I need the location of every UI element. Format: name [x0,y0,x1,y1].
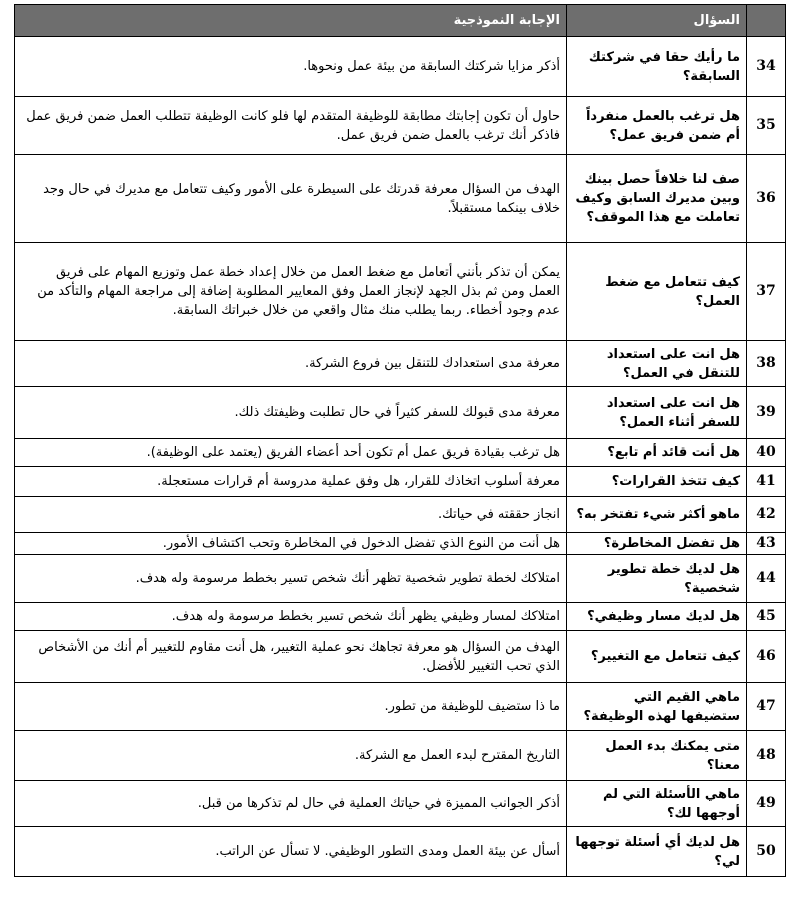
question-cell: ماهي الأسئلة التي لم أوجهها لك؟ [567,781,747,827]
question-cell: متى يمكنك بدء العمل معنا؟ [567,731,747,781]
table-row [15,439,786,467]
table-row [15,631,786,683]
question-number: 35 [747,97,786,155]
answer-cell: امتلاكك لمسار وظيفي يظهر أنك شخص تسير بخطط مرسومة وله هدف. [15,603,567,631]
table-row [15,533,786,555]
question-cell: هل لديك مسار وظيفي؟ [567,603,747,631]
table-row [15,97,786,155]
table-row [15,243,786,341]
table-row [15,497,786,533]
question-number: 36 [747,155,786,243]
table-row [15,155,786,243]
answer-cell: حاول أن تكون إجابتك مطابقة للوظيفة المتقدم لها فلو كانت الوظيفة تتطلب العمل ضمن فريق عمل فاذكر أنك ترغب بالعمل ضمن فريق عمل. [15,97,567,155]
question-number: 45 [747,603,786,631]
answer-cell: الهدف من السؤال هو معرفة تجاهك نحو عملية التغيير، هل أنت مقاوم للتغيير أم أنك من الأشخاص الذي تحب التغيير للأفضل. [15,631,567,683]
table-row [15,387,786,439]
question-number: 38 [747,341,786,387]
question-cell: صف لنا خلافاً حصل بينك وبين مديرك السابق وكيف تعاملت مع هذا الموقف؟ [567,155,747,243]
question-number: 40 [747,439,786,467]
question-column-header: السؤال [567,5,747,37]
question-cell: ماهو أكثر شيء تفتخر به؟ [567,497,747,533]
question-number: 46 [747,631,786,683]
table-header [15,5,786,37]
question-number: 47 [747,683,786,731]
question-number: 37 [747,243,786,341]
answer-cell: التاريخ المقترح لبدء العمل مع الشركة. [15,731,567,781]
question-cell: هل لديك خطة تطوير شخصية؟ [567,555,747,603]
table-row [15,341,786,387]
question-cell: هل لديك أي أسئلة توجهها لي؟ [567,827,747,877]
answer-cell: أذكر مزايا شركتك السابقة من بيئة عمل ونحوها. [15,37,567,97]
answer-cell: يمكن أن تذكر بأنني أتعامل مع ضغط العمل من خلال إعداد خطة عمل وتوزيع المهام على فريق العمل ومن ثم بذل الجهد لإنجاز العمل وفق المعايير المطلوبة إضافة إلى مراجعة المهام والتأكد من عدم وجود أخطاء. ربما يطلب منك مثال واقعي من خلال خبراتك السابقة. [15,243,567,341]
question-number: 39 [747,387,786,439]
question-number: 34 [747,37,786,97]
answer-cell: امتلاكك لخطة تطوير شخصية تظهر أنك شخص تسير بخطط مرسومة وله هدف. [15,555,567,603]
question-cell: هل ترغب بالعمل منفرداً أم ضمن فريق عمل؟ [567,97,747,155]
answer-cell: هل ترغب بقيادة فريق عمل أم تكون أحد أعضاء الفريق (يعتمد على الوظيفة). [15,439,567,467]
question-number: 44 [747,555,786,603]
question-cell: ما رأيك حقا في شركتك السابقة؟ [567,37,747,97]
answer-cell: الهدف من السؤال معرفة قدرتك على السيطرة على الأمور وكيف تتعامل مع مديرك في حال وجد خلاف بينكما مستقبلاً. [15,155,567,243]
question-cell: هل أنت قائد أم تابع؟ [567,439,747,467]
answer-cell: أسأل عن بيئة العمل ومدى التطور الوظيفي. لا تسأل عن الراتب. [15,827,567,877]
question-number: 49 [747,781,786,827]
answer-column-header: الإجابة النموذجية [15,5,567,37]
answer-cell: انجاز حققته في حياتك. [15,497,567,533]
table-row [15,781,786,827]
answer-cell: أذكر الجوانب المميزة في حياتك العملية في حال لم تذكرها من قبل. [15,781,567,827]
answer-cell: معرفة مدى استعدادك للتنقل بين فروع الشركة. [15,341,567,387]
question-number: 43 [747,533,786,555]
table-row [15,683,786,731]
table-row [15,827,786,877]
answer-cell: ما ذا ستضيف للوظيفة من تطور. [15,683,567,731]
table-row [15,37,786,97]
answer-cell: معرفة مدى قبولك للسفر كثيراً في حال تطلبت وظيفتك ذلك. [15,387,567,439]
question-cell: هل انت على استعداد للسفر أثناء العمل؟ [567,387,747,439]
question-number: 41 [747,467,786,497]
answer-cell: معرفة أسلوب اتخاذك للقرار، هل وفق عملية مدروسة أم قرارات مستعجلة. [15,467,567,497]
question-cell: كيف تتخذ القرارات؟ [567,467,747,497]
number-column-header [747,5,786,37]
question-cell: كيف تتعامل مع ضغط العمل؟ [567,243,747,341]
table-body [15,37,786,877]
table-row [15,555,786,603]
answer-cell: هل أنت من النوع الذي تفضل الدخول في المخاطرة وتحب اكتشاف الأمور. [15,533,567,555]
question-cell: هل تفضل المخاطرة؟ [567,533,747,555]
question-cell: ماهي القيم التي ستضيفها لهذه الوظيفة؟ [567,683,747,731]
question-number: 48 [747,731,786,781]
table-row [15,603,786,631]
table-row [15,731,786,781]
question-cell: هل انت على استعداد للتنقل في العمل؟ [567,341,747,387]
question-number: 42 [747,497,786,533]
table-row [15,467,786,497]
question-cell: كيف تتعامل مع التغيير؟ [567,631,747,683]
question-number: 50 [747,827,786,877]
interview-questions-table [14,4,786,877]
header-row [15,5,786,37]
